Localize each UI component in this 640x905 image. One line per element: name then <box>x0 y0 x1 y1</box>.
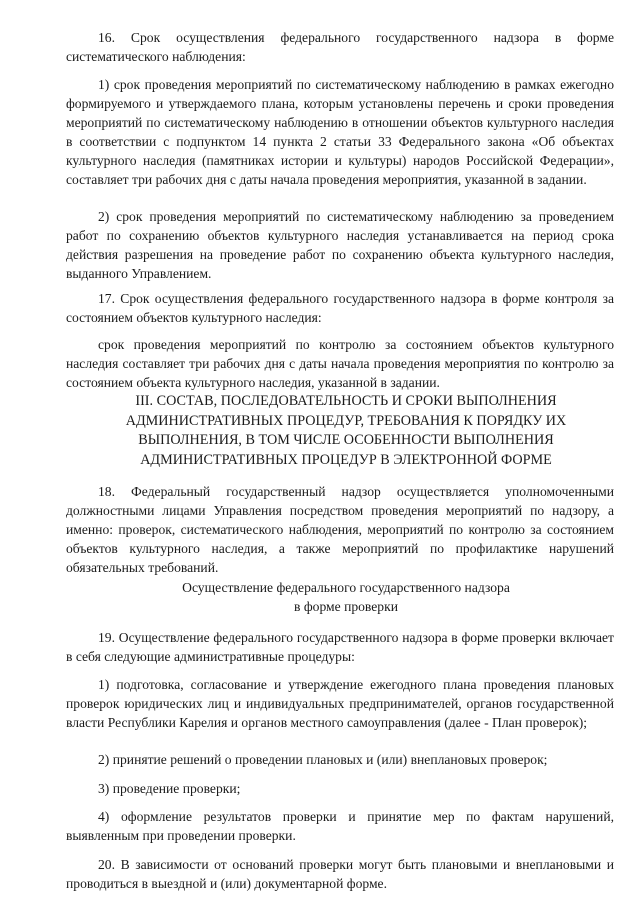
paragraph-19: 19. Осуществление федерального государственного надзора в форме проверки включает в себя следующие административные процедуры: <box>66 630 614 664</box>
section-heading: III. СОСТАВ, ПОСЛЕДОВАТЕЛЬНОСТЬ И СРОКИ ВЫПОЛНЕНИЯ АДМИНИСТРАТИВНЫХ ПРОЦЕДУР, ТРЕБОВАНИЯ К ПОРЯДКУ ИХ ВЫПОЛНЕНИЯ, В ТОМ ЧИСЛЕ ОСОБЕННОСТИ ВЫПОЛНЕНИЯ АДМИНИСТРАТИВНЫХ ПРОЦЕДУР В ЭЛЕКТРОННОЙ ФОРМЕ <box>125 393 567 468</box>
paragraph-16-1: 1) срок проведения мероприятий по систематическому наблюдению в рамках ежегодно формируемого и утверждаемого плана, которым установлены перечень и сроки проведения мероприятий по систематическому наблюдению в отношении объектов культурного наследия в соответствии с подпунктом 14 пункта 2 статьи 33 Федерального закона «Об объектах культурного наследия (памятниках истории и культуры) народов Российской Федерации», составляет три рабочих дня с даты начала проведения мероприятия, указанной в задании. <box>66 77 614 187</box>
paragraph-17: 17. Срок осуществления федерального государственного надзора в форме контроля за состоянием объектов культурного наследия: <box>66 291 614 325</box>
paragraph-17-text: срок проведения мероприятий по контролю за состоянием объектов культурного наследия составляет три рабочих дня с даты начала проведения мероприятия по контролю за состоянием объекта культурного наследия, указанной в задании. <box>66 337 614 390</box>
subheading-line-2: в форме проверки <box>294 599 398 614</box>
subheading <box>126 578 566 616</box>
paragraph-19-4: 4) оформление результатов проверки и принятие мер по фактам нарушений, выявленным при проведении проверки. <box>66 809 614 843</box>
paragraph-19-2: 2) принятие решений о проведении плановых и (или) внеплановых проверок; <box>98 752 548 767</box>
paragraph-16: 16. Срок осуществления федерального государственного надзора в форме систематического наблюдения: <box>66 30 614 64</box>
paragraph-18: 18. Федеральный государственный надзор осуществляется уполномоченными должностными лицами Управления посредством проведения мероприятий по надзору, а именно: проверок, систематического наблюдения, мероприятий по контролю за состоянием объектов культурного наследия, а также мероприятий по профилактике нарушений обязательных требований. <box>66 484 614 575</box>
subheading-line-1: Осуществление федерального государственного надзора <box>182 580 510 595</box>
paragraph-19-3: 3) проведение проверки; <box>98 781 241 796</box>
document-page <box>66 0 614 905</box>
paragraph-16-2: 2) срок проведения мероприятий по систематическому наблюдению за проведением работ по сохранению объектов культурного наследия устанавливается на период срока действия разрешения на проведение работ по сохранению объекта культурного наследия, выданного Управлением. <box>66 209 614 281</box>
paragraph-20: 20. В зависимости от оснований проверки могут быть плановыми и внеплановыми и проводиться в выездной и (или) документарной форме. <box>66 857 614 891</box>
paragraph-19-1: 1) подготовка, согласование и утверждение ежегодного плана проведения плановых проверок юридических лиц и индивидуальных предпринимателей, органов государственной власти Республики Карелия и органов местного самоуправления (далее - План проверок); <box>66 677 614 730</box>
